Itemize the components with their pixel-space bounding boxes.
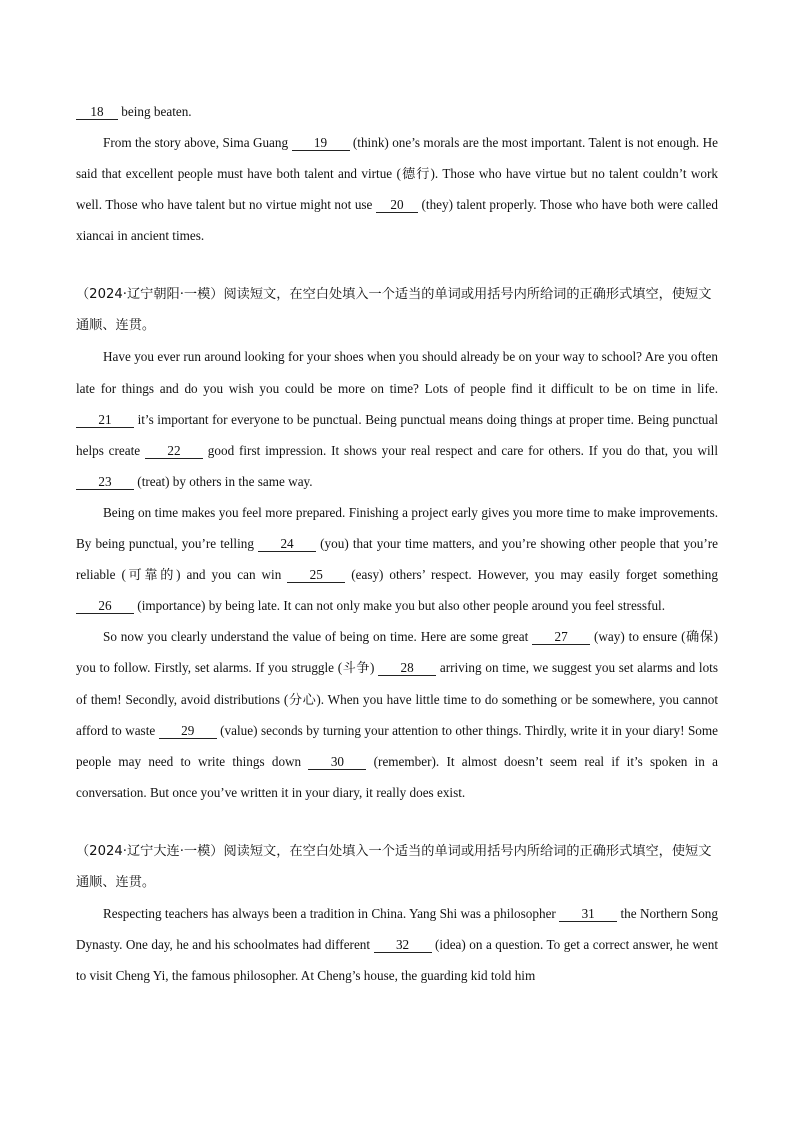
passage-2-paragraph-1 [76, 341, 718, 496]
answer-blank-22[interactable]: 22 [145, 443, 203, 459]
answer-blank-30[interactable]: 30 [308, 754, 366, 770]
document-page [76, 96, 718, 991]
text-run: being beaten. [121, 104, 192, 119]
text-run: (importance) by being late. It can not only make you but also other people around you feel stressful. [134, 598, 666, 614]
text-run: (way) to ensure (确保) you to follow. Firstly, set alarms. If you struggle (斗争) [76, 629, 718, 676]
answer-blank-21[interactable]: 21 [76, 412, 134, 428]
answer-blank-23[interactable]: 23 [76, 474, 134, 490]
text-run: Have you ever run around looking for your shoes when you should already be on your way to school? Are you often late for things and do you wish you could be more on time? Lots of people find it difficult to be on time in life. [76, 349, 718, 396]
answer-blank-32[interactable]: 32 [374, 937, 432, 953]
answer-blank-31[interactable]: 31 [559, 906, 617, 922]
text-run: good first impression. It shows your real respect and care for others. If you do that, you will [202, 442, 718, 458]
text-run: (easy) others’ respect. However, you may easily forget something [345, 567, 718, 583]
text-run: (idea) on a question. To get a correct answer, he went to visit Cheng Yi, the famous philosopher. At Cheng’s house, the guarding kid told him [76, 936, 718, 984]
text-run: So now you clearly understand the value of being on time. Here are some great [103, 629, 533, 645]
text-run: arriving on time, we suggest you set alarms and lots of them! Secondly, avoid distributions (分心). When you have little time to do something or be somewhere, you cannot afford to waste [76, 660, 718, 738]
passage-1-paragraph [76, 127, 718, 251]
passage-3-paragraph-1 [76, 898, 718, 991]
text-run: (they) talent properly. Those who have both were called xiancai in ancient times. [76, 197, 718, 244]
text-run: it’s important for everyone to be punctual. Being punctual means doing things at proper time. Being punctual helps create [76, 411, 718, 458]
passage-1-continuation [76, 96, 718, 127]
answer-blank-29[interactable]: 29 [159, 723, 217, 739]
text-run: Being on time makes you feel more prepared. Finishing a project early gives you more time to make improvements. By being punctual, you’re telling [76, 504, 718, 552]
passage-2-paragraph-2 [76, 497, 718, 621]
answer-blank-20[interactable]: 20 [376, 197, 418, 213]
answer-blank-18[interactable]: 18 [76, 104, 118, 120]
section-header-chaoyang: （2024·辽宁朝阳·一模）阅读短文，在空白处填入一个适当的单词或用括号内所给词的正确形式填空，使短文通顺、连贯。 [76, 287, 712, 334]
answer-blank-24[interactable]: 24 [258, 536, 316, 552]
answer-blank-27[interactable]: 27 [532, 629, 590, 645]
text-run: (value) seconds by turning your attention to other things. Thirdly, write it in your diary! Some people may need to write things down [76, 722, 718, 769]
answer-blank-25[interactable]: 25 [287, 567, 345, 583]
text-run: (you) that your time matters, and you’re showing other people that you’re reliable (可靠的) and you can win [76, 536, 718, 583]
text-run: (think) one’s morals are the most important. Talent is not enough. He said that excellent people must have both talent and virtue (德行). Those who have virtue but no talent couldn’t work well. Those who have talent but no virtue might not use [76, 135, 719, 213]
section-header-dalian: （2024·辽宁大连·一模）阅读短文，在空白处填入一个适当的单词或用括号内所给词的正确形式填空，使短文通顺、连贯。 [76, 843, 712, 890]
text-run: Respecting teachers has always been a tradition in China. Yang Shi was a philosopher [103, 905, 560, 921]
answer-blank-28[interactable]: 28 [378, 660, 436, 676]
passage-2-paragraph-3 [76, 621, 718, 808]
text-run: (treat) by others in the same way. [134, 473, 313, 489]
answer-blank-19[interactable]: 19 [292, 135, 350, 151]
text-run: (remember). It almost doesn’t seem real if it’s spoken in a conversation. But once you’ve written it in your diary, it really does exist. [76, 753, 718, 800]
answer-blank-26[interactable]: 26 [76, 598, 134, 614]
text-run: From the story above, Sima Guang [103, 135, 292, 151]
text-run: the Northern Song Dynasty. One day, he and his schoolmates had different [76, 905, 718, 952]
